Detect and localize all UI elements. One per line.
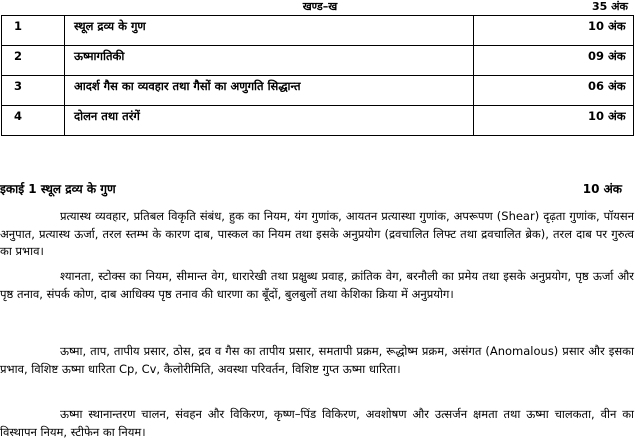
unit-number: 3 xyxy=(2,76,65,106)
unit-number: 4 xyxy=(2,106,65,136)
unit-marks: 10 अंक xyxy=(474,16,634,46)
table-row xyxy=(2,106,634,136)
paragraph-text: श्यानता, स्टोक्स का नियम, सीमान्त वेग, धारारेखी तथा प्रक्षुब्ध प्रवाह, क्रांतिक वेग, बरनौली का प्रमेय तथा इसके अनुप्रयोग, पृष्ठ ऊर्जा और पृष्ठ तनाव, संपर्क कोण, दाब आधिक्य पृष्ठ तनाव की धारणा का बूँदों, बुलबुलों तथा केशिका क्रिया में अनुप्रयोग। xyxy=(0,269,634,301)
unit-number: 1 xyxy=(2,16,65,46)
unit-marks: 10 अंक xyxy=(474,106,634,136)
unit-title: दोलन तथा तरंगें xyxy=(65,106,474,136)
unit-title: आदर्श गैस का व्यवहार तथा गैसों का अणुगति सिद्धान्त xyxy=(65,76,474,106)
paragraph-text: प्रत्यास्थ व्यवहार, प्रतिबल विकृति संबंध, हुक का नियम, यंग गुणांक, आयतन प्रत्यास्था गुणांक, अपरूपण (Shear) दृढ़ता गुणांक, पॉयसन अनुपात, प्रत्यास्थ ऊर्जा, तरल स्तम्भ के कारण दाब, पास्कल का नियम तथा इसके अनुप्रयोग (द्रवचालित लिफ्ट तथा द्रवचालित ब्रेक), तरल दाब पर गुरुत्व का प्रभाव। xyxy=(0,209,634,258)
unit-number: 2 xyxy=(2,46,65,76)
paragraph-elasticity xyxy=(0,208,634,261)
table-row xyxy=(2,16,634,46)
unit-marks: 09 अंक xyxy=(474,46,634,76)
paragraph-viscosity xyxy=(0,268,634,303)
unit-title: स्थूल द्रव्य के गुण xyxy=(65,16,474,46)
paragraph-heat xyxy=(0,343,634,378)
paragraph-heat-transfer xyxy=(0,406,634,441)
table-row xyxy=(2,76,634,106)
paragraph-text: ऊष्मा स्थानान्तरण चालन, संवहन और विकिरण, कृष्ण–पिंड विकिरण, अवशोषण और उत्सर्जन क्षमता तथा ऊष्मा चालकता, वीन का विस्थापन नियम, स्टीफेन का नियम। xyxy=(0,407,634,439)
units-marks-table xyxy=(1,15,634,136)
unit-marks: 06 अंक xyxy=(474,76,634,106)
unit-1-heading-row xyxy=(0,180,632,197)
unit-1-marks: 10 अंक xyxy=(582,182,622,196)
paragraph-text: ऊष्मा, ताप, तापीय प्रसार, ठोस, द्रव व गैस का तापीय प्रसार, समतापी प्रक्रम, रूद्धोष्म प्रक्रम, असंगत (Anomalous) प्रसार और इसका प्रभाव, विशिष्ट ऊष्मा धारिता Cp, Cv, कैलोरीमिति, अवस्था परिवर्तन, विशिष्ट गुप्त ऊष्मा धारिता। xyxy=(0,344,634,376)
unit-1-heading: इकाई 1 स्थूल द्रव्य के गुण xyxy=(0,182,116,196)
section-title: खण्ड–ख xyxy=(302,0,338,13)
section-total-marks: 35 अंक xyxy=(592,0,628,13)
table-row xyxy=(2,46,634,76)
section-header xyxy=(0,0,640,14)
unit-title: ऊष्मागतिकी xyxy=(65,46,474,76)
